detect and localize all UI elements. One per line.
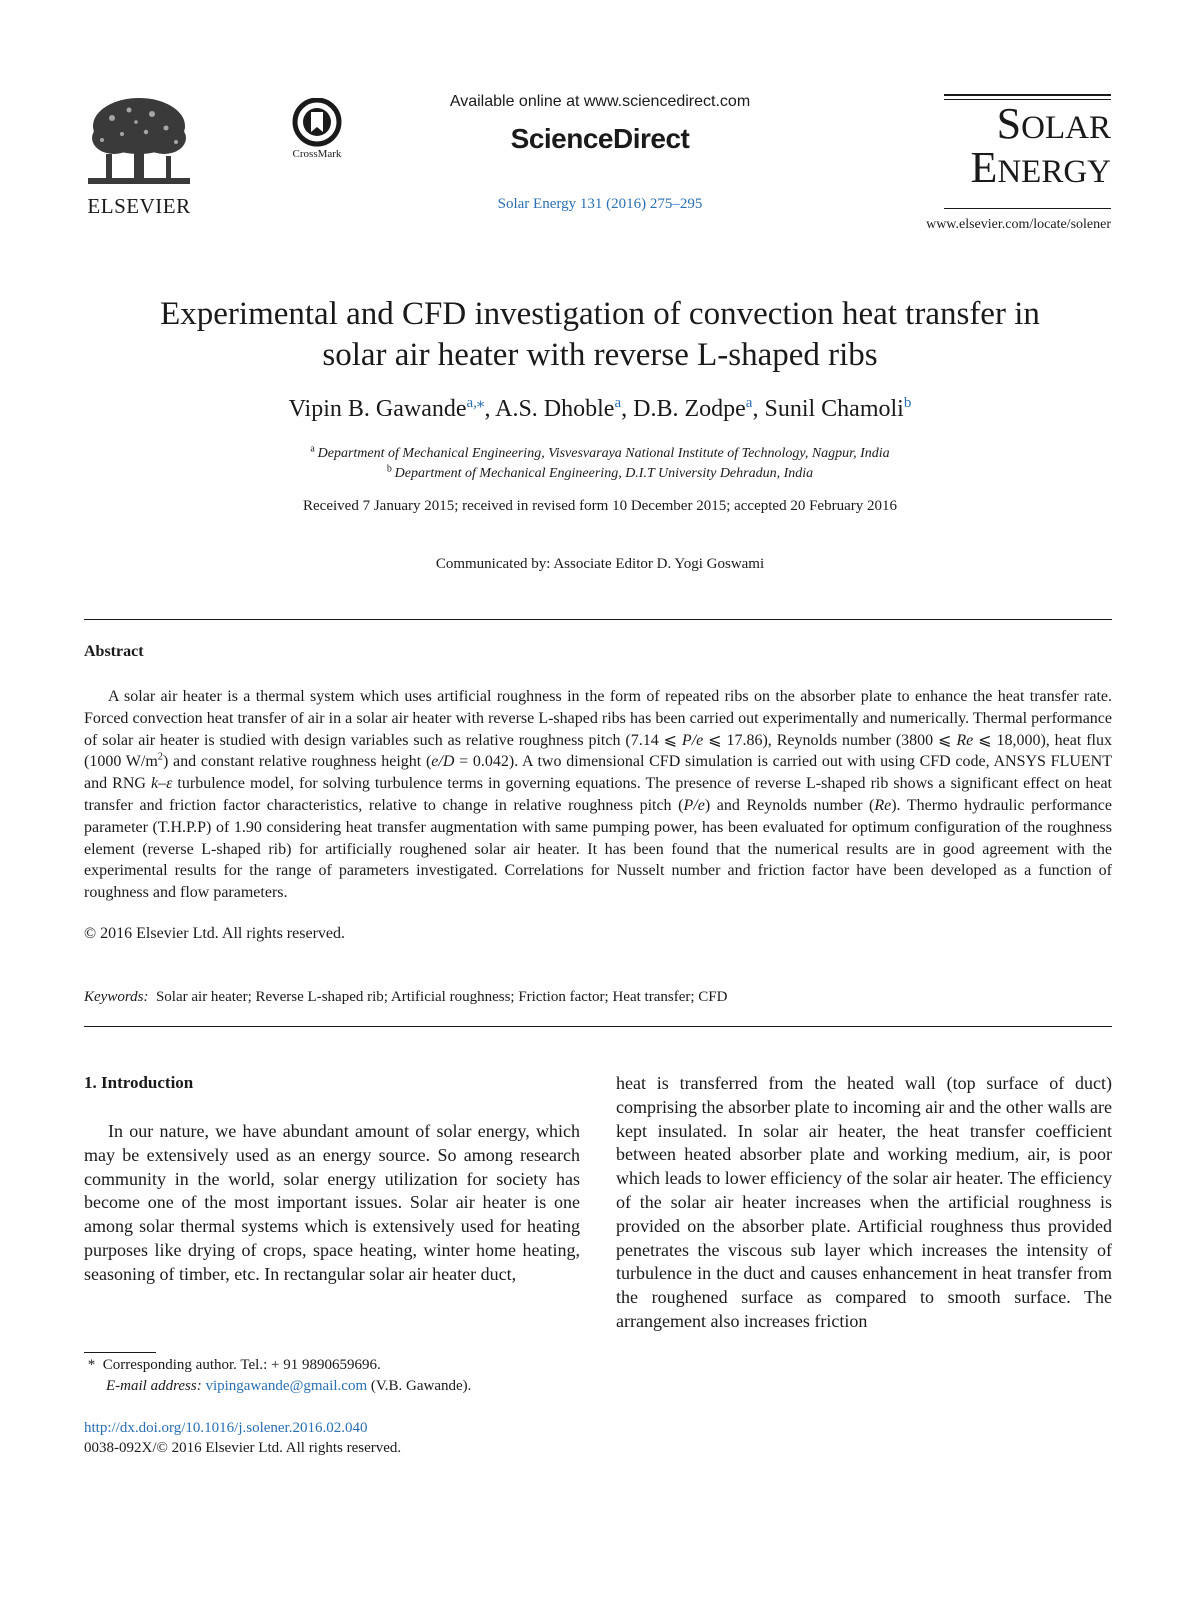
keywords-text: Solar air heater; Reverse L-shaped rib; Artificial roughness; Friction factor; Heat transfer; CFD (155, 989, 728, 1005)
available-online-text: Available online at www.sciencedirect.com (449, 93, 751, 110)
journal-rule-bottom (944, 208, 1111, 209)
journal-title (944, 99, 1111, 192)
title-line-1: Experimental and CFD investigation of convection heat transfer in (160, 296, 1040, 332)
keywords-label: Keywords: (84, 989, 149, 1005)
received-dates: Received 7 January 2015; received in revised form 10 December 2015; accepted 20 February 2016 (303, 498, 897, 514)
journal-word-2: NERGY (997, 154, 1111, 190)
author-affiliation-mark[interactable]: a (614, 395, 622, 411)
author-affiliation-mark[interactable]: a,⁎ (466, 395, 485, 411)
author-name: Sunil Chamoli (764, 396, 904, 422)
intro-left-column: In our nature, we have abundant amount of solar energy, which may be extensively used as an energy source. So among research community in the world, solar energy utilization for society has become one of the most important issues. Solar air heater is one among solar thermal systems which is extensively used for heating purposes like drying of crops, space heating, winter home heating, seasoning of timber, etc. In rectangular solar air heater duct, (84, 1121, 580, 1284)
divider (84, 619, 1112, 620)
footnote-star: * (87, 1357, 96, 1373)
title-line-2: solar air heater with reverse L-shaped ribs (322, 337, 878, 373)
article-title (90, 294, 1110, 376)
affiliation-b (90, 463, 1110, 482)
author-affiliation-mark[interactable]: b (903, 395, 912, 411)
abstract-heading: Abstract (84, 643, 144, 660)
section-heading: 1. Introduction (84, 1073, 194, 1092)
doi-link[interactable]: http://dx.doi.org/10.1016/j.solener.2016.02.040 (84, 1420, 368, 1436)
sciencedirect-logo[interactable]: ScienceDirect (510, 123, 690, 154)
abstract-text: A solar air heater is a thermal system which uses artificial roughness in the form of repeated ribs on the absorber plate to enhance the heat transfer rate. Forced convection heat transfer of air in a solar air heater with reverse L-shaped ribs has been carried out experimentally and numerically. Thermal performance of solar air heater is studied with design variables such as relative roughness pitch (7.14 ⩽ P/e ⩽ 17.86), Reynolds number (3800 ⩽ Re ⩽ 18,000), heat flux (1000 $W/m^2$) and constant relative roughness height (e/D = 0.042). A two dimensional CFD simulation is carried out with using CFD code, ANSYS FLUENT and RNG k–ε turbulence model, for solving turbulence terms in governing equations. The presence of reverse L-shaped rib shows a significant effect on heat transfer and friction factor characteristics, relative to change in relative roughness pitch (P/e) and Reynolds number (Re). Thermo hydraulic performance parameter (T.H.P.P) of 1.90 considering heat transfer augmentation with same pumping power, has been evaluated for optimum configuration of the roughness element (reverse L-shaped rib) for artificially roughened solar air heater. It has been found that the numerical results are in good agreement with the experimental results for the range of parameters investigated. Correlations for Nusselt number and friction factor have been developed as a function of roughness and flow parameters. (84, 688, 1113, 902)
author-separator: , (484, 396, 496, 422)
affiliation-text: Department of Mechanical Engineering, D.I.T University Dehradun, India (394, 466, 814, 481)
email-note (106, 1378, 471, 1395)
journal-initial-2: E (970, 143, 998, 192)
issn-copyright: 0038-092X/© 2016 Elsevier Ltd. All rights reserved. (84, 1440, 402, 1456)
publisher-name: ELSEVIER (87, 194, 191, 218)
journal-rule-top (944, 94, 1111, 96)
elsevier-tree-logo (84, 94, 194, 192)
journal-word-1: OLAR (1021, 110, 1111, 146)
crossmark-label: CrossMark (292, 148, 342, 160)
affiliation-label: a (310, 443, 315, 455)
abstract-copyright: © 2016 Elsevier Ltd. All rights reserved. (84, 925, 345, 942)
email-link[interactable]: vipingawande@gmail.com (205, 1378, 368, 1394)
author-name: A.S. Dhoble (495, 396, 615, 422)
journal-initial-1: S (996, 99, 1022, 148)
journal-rule-top-thin (944, 99, 1111, 100)
corresponding-author-note (84, 1357, 381, 1374)
corresponding-text: Corresponding author. Tel.: + 91 9890659696. (102, 1357, 381, 1373)
email-label: E-mail address: (106, 1378, 202, 1394)
divider (84, 1026, 1112, 1027)
intro-right-column: heat is transferred from the heated wall (top surface of duct) comprising the absorber plate to incoming air and the other walls are kept insulated. In solar air heater, the heat transfer coefficient between heated absorber plate and working medium, air, is poor which leads to lower efficiency of the solar air heater. The efficiency of the solar air heater increases when the artificial roughness is provided on the absorber plate. Artificial roughness thus provided penetrates the viscous sub layer which increases the intensity of turbulence in the duct and causes enhancement in heat transfer from the roughened surface as compared to smooth surface. The arrangement also increases friction (616, 1073, 1112, 1331)
author-separator: , (621, 396, 634, 422)
footnote-rule (84, 1352, 156, 1353)
keywords (84, 989, 1112, 1006)
affiliation-label: b (386, 463, 392, 475)
author-separator: , (752, 396, 765, 422)
journal-citation[interactable]: Solar Energy 131 (2016) 275–295 (497, 196, 703, 212)
author-name: D.B. Zodpe (633, 396, 746, 422)
journal-url[interactable]: www.elsevier.com/locate/solener (926, 217, 1111, 232)
author-name: Vipin B. Gawande (288, 396, 467, 422)
author-list (90, 396, 1110, 423)
affiliation-text: Department of Mechanical Engineering, Visvesvaraya National Institute of Technology, Nagpur, India (317, 446, 890, 461)
communicated-by: Communicated by: Associate Editor D. Yogi Goswami (435, 556, 765, 572)
affiliation-a (90, 443, 1110, 462)
author-affiliation-mark[interactable]: a (745, 395, 753, 411)
crossmark-icon[interactable] (291, 98, 343, 148)
email-suffix: (V.B. Gawande). (367, 1378, 472, 1394)
